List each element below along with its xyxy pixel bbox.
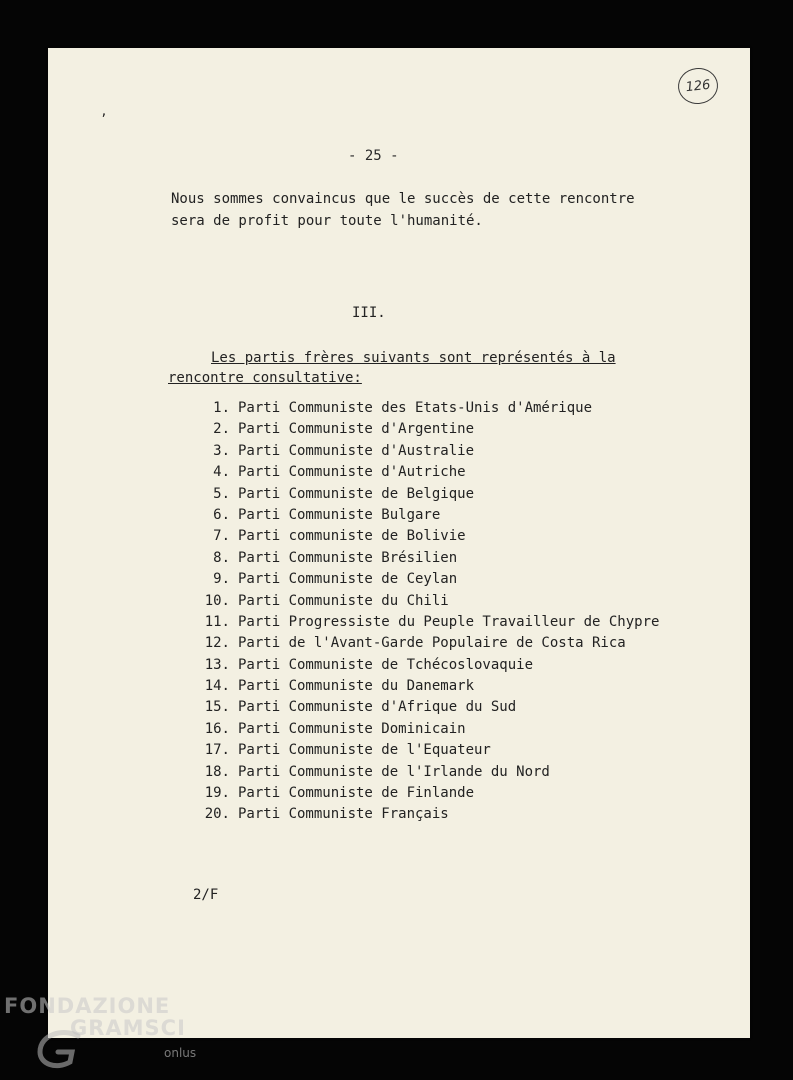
party-number: 15. [204,699,230,716]
party-list-item [188,569,659,590]
party-list-item [188,762,659,783]
party-name: Parti Communiste de Tchécoslovaquie [238,656,534,673]
party-number: 8. [213,549,230,566]
party-name: Parti de l'Avant-Garde Populaire de Costa Rica [238,635,626,652]
party-name: Parti Communiste Brésilien [238,549,458,566]
party-name: Parti Communiste d'Autriche [238,464,466,481]
party-list-item [188,505,659,526]
party-number: 12. [204,635,230,652]
lead-line-1: Les partis frères suivants sont représentés à la [211,350,616,366]
continuation-reference: 2/F [193,887,219,903]
party-number: 16. [204,720,230,737]
watermark-line-1: FONDAZIONE [4,994,171,1018]
watermark-line-3: onlus [164,1046,197,1060]
lead-line-2: rencontre consultative: [168,370,362,386]
party-number: 9. [213,571,230,588]
watermark [4,994,204,1074]
party-name: Parti Progressiste du Peuple Travailleur de Chypre [238,613,660,630]
party-list-item [188,804,659,825]
party-list-item [188,697,659,718]
watermark-logo-icon [34,1030,90,1070]
page-number: - 25 - [348,148,399,164]
party-list-item [188,612,659,633]
party-list-item [188,484,659,505]
party-list-item [188,462,659,483]
party-name: Parti Communiste d'Afrique du Sud [238,699,517,716]
party-list-item [188,783,659,804]
party-list-item [188,548,659,569]
intro-line-1: Nous sommes convaincus que le succès de cette rencontre [171,191,635,207]
party-name: Parti Communiste du Chili [238,592,449,609]
party-list-item [188,633,659,654]
intro-paragraph [171,188,635,232]
party-number: 2. [213,421,230,438]
section-heading: III. [352,305,386,321]
party-number: 10. [204,592,230,609]
party-number: 13. [204,656,230,673]
party-list-item [188,441,659,462]
party-number: 1. [213,400,230,416]
party-name: Parti Communiste d'Australie [238,442,475,459]
party-list-item [188,591,659,612]
party-list-item [188,719,659,740]
watermark-line-2: GRAMSCI [70,1016,186,1040]
party-number: 19. [204,785,230,802]
party-number: 6. [213,506,230,523]
document-page [48,48,750,1038]
party-number: 17. [204,742,230,759]
party-name: Parti Communiste Français [238,806,449,823]
party-name: Parti communiste de Bolivie [238,528,466,545]
party-name: Parti Communiste Dominicain [238,720,466,737]
party-name: Parti Communiste de l'Irlande du Nord [238,763,550,780]
party-name: Parti Communiste du Danemark [238,678,475,695]
party-list-item [188,526,659,547]
party-name: Parti Communiste des Etats-Unis d'Amérique [238,400,593,416]
party-number: 18. [204,763,230,780]
party-number: 5. [213,485,230,502]
party-list-item [188,398,659,419]
party-list-item [188,655,659,676]
intro-line-2: sera de profit pour toute l'humanité. [171,213,483,229]
margin-mark: ʼ [100,112,108,126]
party-name: Parti Communiste Bulgare [238,506,441,523]
party-number: 4. [213,464,230,481]
party-number: 14. [204,678,230,695]
party-list-item [188,676,659,697]
party-name: Parti Communiste d'Argentine [238,421,475,438]
archive-number-stamp: 126 [676,66,720,106]
party-name: Parti Communiste de Ceylan [238,571,458,588]
party-name: Parti Communiste de Belgique [238,485,475,502]
party-number: 3. [213,442,230,459]
party-name: Parti Communiste de Finlande [238,785,475,802]
party-list-item [188,419,659,440]
party-list-item [188,740,659,761]
party-name: Parti Communiste de l'Equateur [238,742,491,759]
party-list [188,398,659,826]
party-number: 20. [204,806,230,823]
party-number: 11. [204,613,230,630]
section-lead [168,348,616,388]
party-number: 7. [213,528,230,545]
